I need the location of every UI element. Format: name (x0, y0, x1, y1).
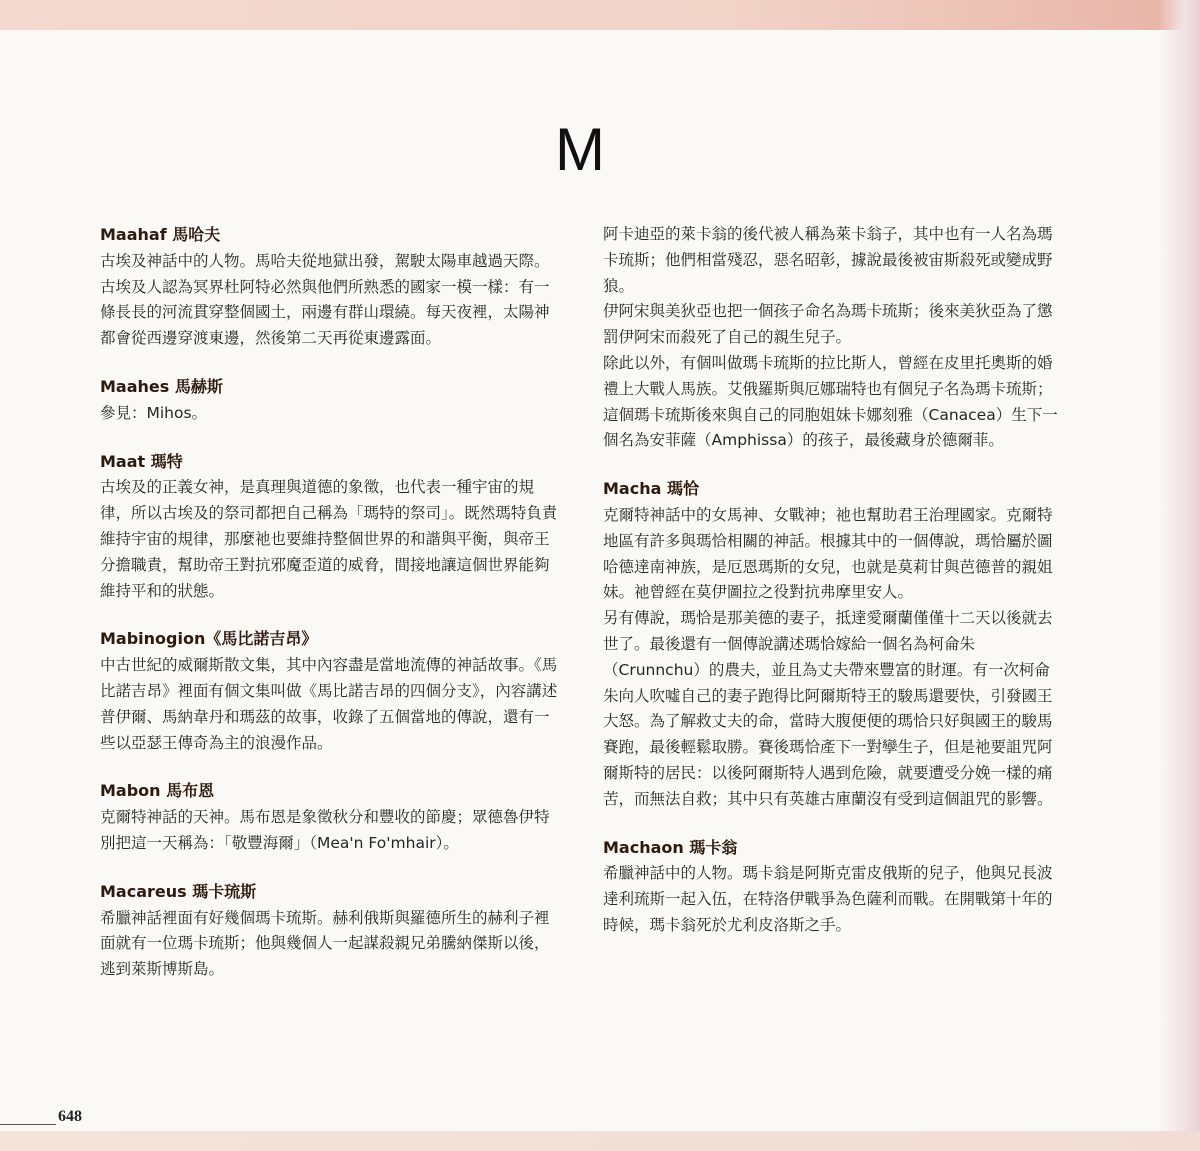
entry-headword: Macha 瑪恰 (603, 479, 699, 499)
entry-text: 希臘神話裡面有好幾個瑪卡琉斯。赫利俄斯與羅德所生的赫利子裡面就有一位瑪卡琉斯；他與幾個人一起謀殺親兄弟騰納傑斯以後，逃到萊斯博斯島。 (100, 908, 550, 979)
entry-headword: Maahaf 馬哈夫 (100, 225, 221, 244)
entry-macha (603, 476, 1063, 812)
entry-maahes (100, 374, 560, 427)
entry-text: 除此以外，有個叫做瑪卡琉斯的拉比斯人，曾經在皮里托奧斯的婚禮上大戰人馬族。艾俄羅斯與厄娜瑞特也有個兒子名為瑪卡琉斯；這個瑪卡琉斯後來與自己的同胞姐妹卡娜刻雅（Canacea）生下一個名為安菲薩（Amphissa）的孩子，最後藏身於德爾菲。 (603, 353, 1058, 450)
entry-macareus-continued (603, 222, 1063, 454)
entry-mabon (100, 778, 560, 856)
entry-text: 阿卡迪亞的萊卡翁的後代被人稱為萊卡翁子，其中也有一人名為瑪卡琉斯；他們相當殘忍，惡名昭彰，據說最後被宙斯殺死或變成野狼。 (603, 225, 1053, 295)
entry-text: 另有傳說，瑪恰是那美德的妻子，抵達愛爾蘭僅僅十二天以後就去世了。最後還有一個傳說講述瑪恰嫁給一個名為柯侖朱（Crunnchu）的農夫，並且為丈夫帶來豐富的財運。有一次柯侖朱向人吹噓自己的妻子跑得比阿爾斯特王的駿馬還要快，引發國王大怒。為了解救丈夫的命，當時大腹便便的瑪恰只好與國王的駿馬賽跑，最後輕鬆取勝。賽後瑪恰產下一對孿生子，但是祂要詛咒阿爾斯特的居民：以後阿爾斯特人遇到危險，就要遭受分娩一樣的痛苦，而無法自救；其中只有英雄古庫蘭沒有受到這個詛咒的影響。 (603, 609, 1053, 808)
entry-headword: Machaon 瑪卡翁 (603, 837, 738, 857)
entry-headword: Mabon 馬布恩 (100, 781, 215, 801)
bottom-color-band (0, 1131, 1200, 1151)
page-number-rule (0, 1124, 56, 1125)
entry-maahaf (100, 222, 560, 352)
entry-headword: Maahes 馬赫斯 (100, 376, 223, 396)
entry-text: 伊阿宋與美狄亞也把一個孩子命名為瑪卡琉斯；後來美狄亞為了懲罰伊阿宋而殺死了自己的親生兒子。 (603, 302, 1053, 347)
page-number: 648 (58, 1108, 82, 1125)
right-column (603, 222, 1063, 939)
section-letter: M (555, 116, 605, 183)
entry-text: 古埃及的正義女神，是真理與道德的象徵，也代表一種宇宙的規律，所以古埃及的祭司都把自己稱為「瑪特的祭司」。既然瑪特負責維持宇宙的規律，那麼祂也要維持整個世界的和諧與平衡，與帝王分擔職責，幫助帝王對抗邪魔歪道的威脅，間接地讓這個世界能夠維持平和的狀態。 (100, 478, 558, 600)
entry-text: 中古世紀的威爾斯散文集，其中內容盡是當地流傳的神話故事。《馬比諾吉昂》裡面有個文集叫做《馬比諾吉昂的四個分支》，內容講述普伊爾、馬納韋丹和瑪茲的故事，收錄了五個當地的傳說，還有一些以亞瑟王傳奇為主的浪漫作品。 (100, 656, 558, 752)
entry-text: 參見：Mihos。 (100, 403, 208, 422)
entry-maat (100, 449, 560, 605)
entry-headword: Macareus 瑪卡琉斯 (100, 881, 257, 901)
entry-text: 克爾特神話的天神。馬布恩是象徵秋分和豐收的節慶；眾德魯伊特別把這一天稱為：「敬豐海爾」（Mea'n Fo'mhair）。 (100, 808, 550, 852)
entry-mabinogion (100, 626, 560, 756)
entry-macareus (100, 879, 560, 983)
entry-text: 古埃及神話中的人物。馬哈夫從地獄出發，駕駛太陽車越過天際。古埃及人認為冥界杜阿特必然與他們所熟悉的國家一模一樣：有一條長長的河流貫穿整個國土，兩邊有群山環繞。每天夜裡，太陽神都會從西邊穿渡東邊，然後第二天再從東邊露面。 (100, 251, 550, 348)
entry-text: 克爾特神話中的女馬神、女戰神；祂也幫助君王治理國家。克爾特地區有許多與瑪恰相關的神話。根據其中的一個傳說，瑪恰屬於圖哈德達南神族，是厄恩瑪斯的女兒，也就是莫莉甘與芭德普的親姐妹。祂曾經在莫伊圖拉之役對抗弗摩里安人。 (603, 505, 1053, 602)
entry-headword: Mabinogion《馬比諾吉昂》 (100, 629, 318, 649)
entry-text: 希臘神話中的人物。瑪卡翁是阿斯克雷皮俄斯的兒子，他與兄長波達利琉斯一起入伍，在特洛伊戰爭為色薩利而戰。在開戰第十年的時候，瑪卡翁死於尤利皮洛斯之手。 (603, 864, 1053, 934)
entry-headword: Maat 瑪特 (100, 451, 183, 471)
entry-machaon (603, 835, 1063, 939)
top-color-band (0, 0, 1200, 30)
page-edge-shadow (1158, 0, 1200, 1151)
left-column (100, 222, 560, 983)
